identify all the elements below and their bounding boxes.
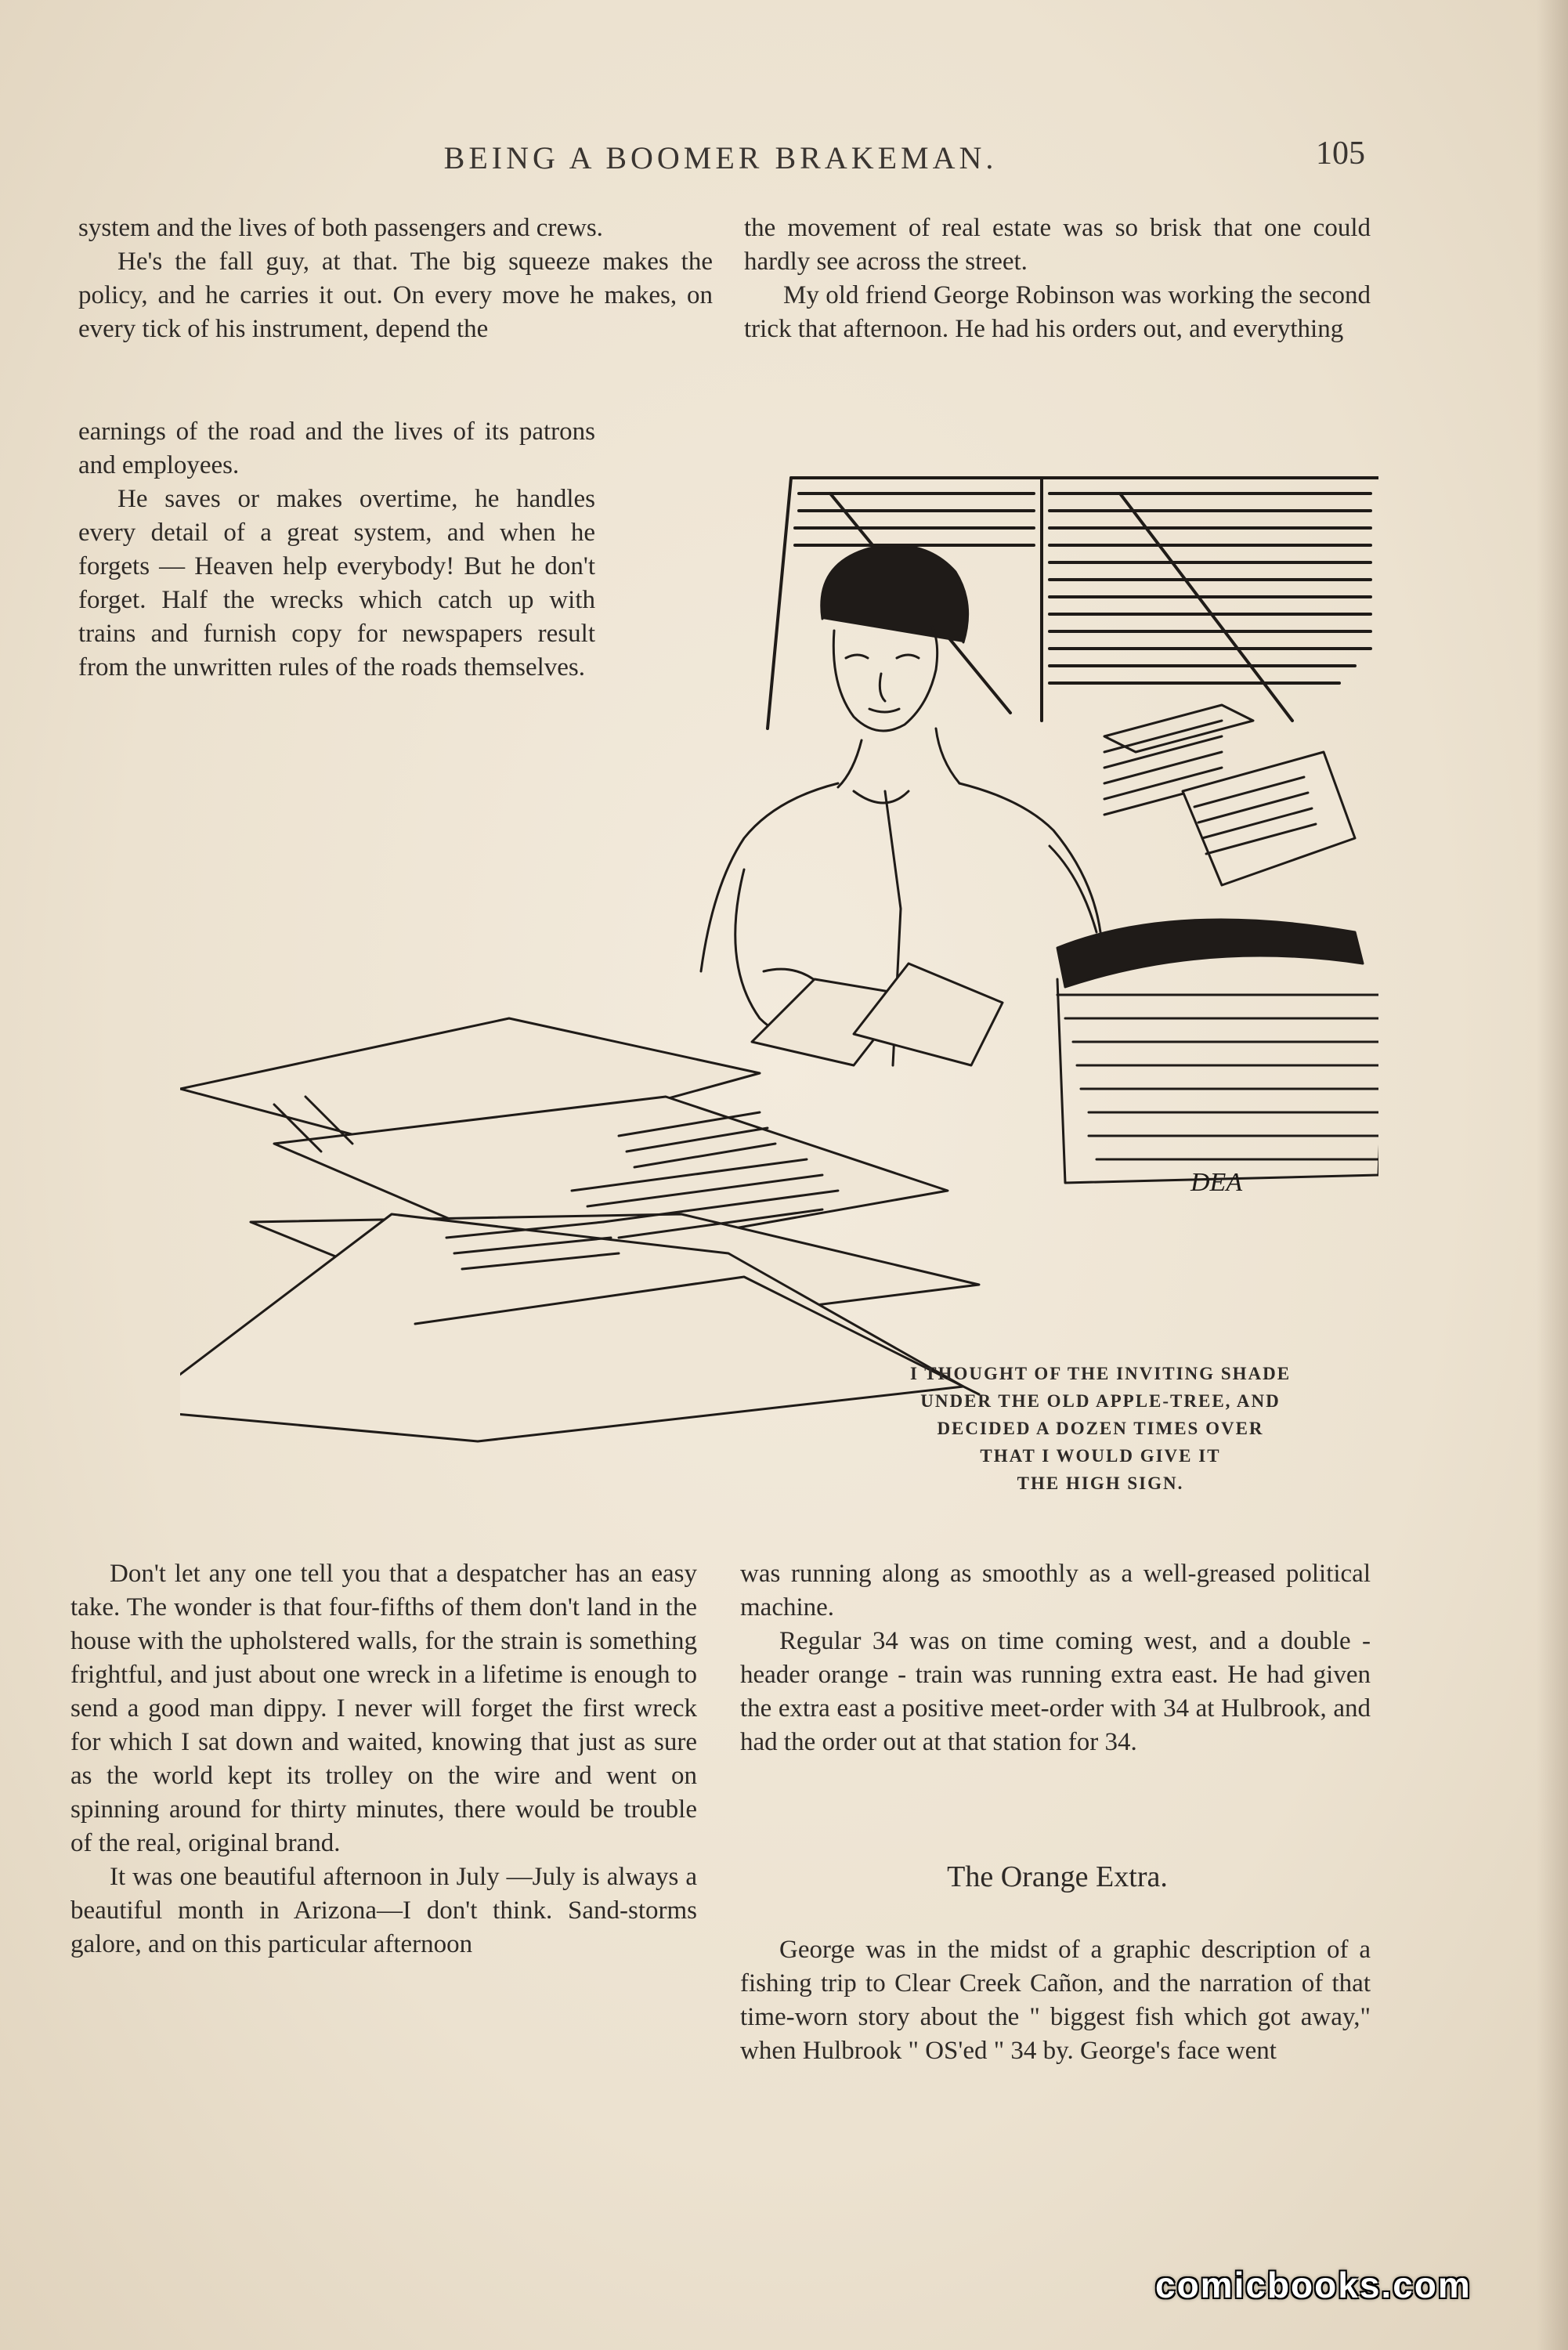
text-column-bottom-left bbox=[70, 1557, 697, 1961]
paragraph: He saves or makes overtime, he handles every detail of a great system, and when he forgets — Heaven help everybody! But he don't forget. Half the wrecks which catch up with trains and furnish copy for newspapers result from the unwritten rules of the roads themselves. bbox=[78, 485, 595, 682]
paragraph: system and the lives of both passengers and crews. bbox=[78, 214, 603, 242]
caption-line: DECIDED A DOZEN TIMES OVER bbox=[937, 1419, 1264, 1438]
text-column-bottom-right-cont bbox=[740, 1933, 1371, 2068]
despatcher-illustration bbox=[180, 462, 1378, 1504]
caption-line: THE HIGH SIGN. bbox=[1017, 1473, 1184, 1493]
section-subheading: The Orange Extra. bbox=[947, 1860, 1168, 1893]
caption-line: I THOUGHT OF THE INVITING SHADE bbox=[909, 1364, 1292, 1383]
text-column-top-left bbox=[78, 212, 713, 346]
paragraph: Regular 34 was on time coming west, and a double - header orange - train was running extra east. He had given the extra east a positive meet-order with 34 at Hulbrook, and had the order out at that station for 34. bbox=[740, 1627, 1371, 1756]
paragraph: It was one beautiful afternoon in July —July is always a beautiful month in Arizona—I don't think. Sand-storms galore, and on this particular afternoon bbox=[70, 1863, 697, 1958]
paragraph: the movement of real estate was so brisk that one could hardly see across the street. bbox=[744, 214, 1371, 276]
paragraph: was running along as smoothly as a well-greased political machine. bbox=[740, 1560, 1371, 1622]
paragraph: Don't let any one tell you that a despatcher has an easy take. The wonder is that four-fifths of them don't land in the house with the upholstered walls, for the strain is something frightful, and just about one wreck in a lifetime is enough to send a good man dippy. I never will forget the first wreck for which I sat down and waited, knowing that just as sure as the world kept its trolley on the wire and went on spinning around for thirty minutes, there would be trouble of the real, original brand. bbox=[70, 1560, 697, 1857]
text-column-bottom-right bbox=[740, 1557, 1371, 1759]
watermark: comicbooks.com bbox=[1155, 2265, 1472, 2305]
paragraph: George was in the midst of a graphic description of a fishing trip to Clear Creek Cañon, and the narration of that time-worn story about the " biggest fish which got away," when Hulbrook " OS'ed " 34 by. George's face went bbox=[740, 1936, 1371, 2065]
caption-line: UNDER THE OLD APPLE-TREE, AND bbox=[920, 1391, 1281, 1411]
page-number: 105 bbox=[1316, 136, 1365, 172]
paragraph: He's the fall guy, at that. The big squeeze makes the policy, and he carries it out. On every move he makes, on every tick of his instrument, depend the bbox=[78, 248, 713, 343]
paragraph: My old friend George Robinson was working the second trick that afternoon. He had his orders out, and everything bbox=[744, 281, 1371, 343]
artist-signature: DEA bbox=[1190, 1168, 1243, 1197]
illustration-caption bbox=[846, 1360, 1355, 1497]
paragraph: earnings of the road and the lives of its patrons and employees. bbox=[78, 418, 595, 479]
text-column-top-right bbox=[744, 212, 1371, 346]
caption-line: THAT I WOULD GIVE IT bbox=[980, 1446, 1221, 1466]
page-edge-shadow bbox=[1537, 0, 1568, 2350]
paper-stack bbox=[1057, 705, 1378, 1183]
running-head: BEING A BOOMER BRAKEMAN. bbox=[443, 140, 998, 175]
